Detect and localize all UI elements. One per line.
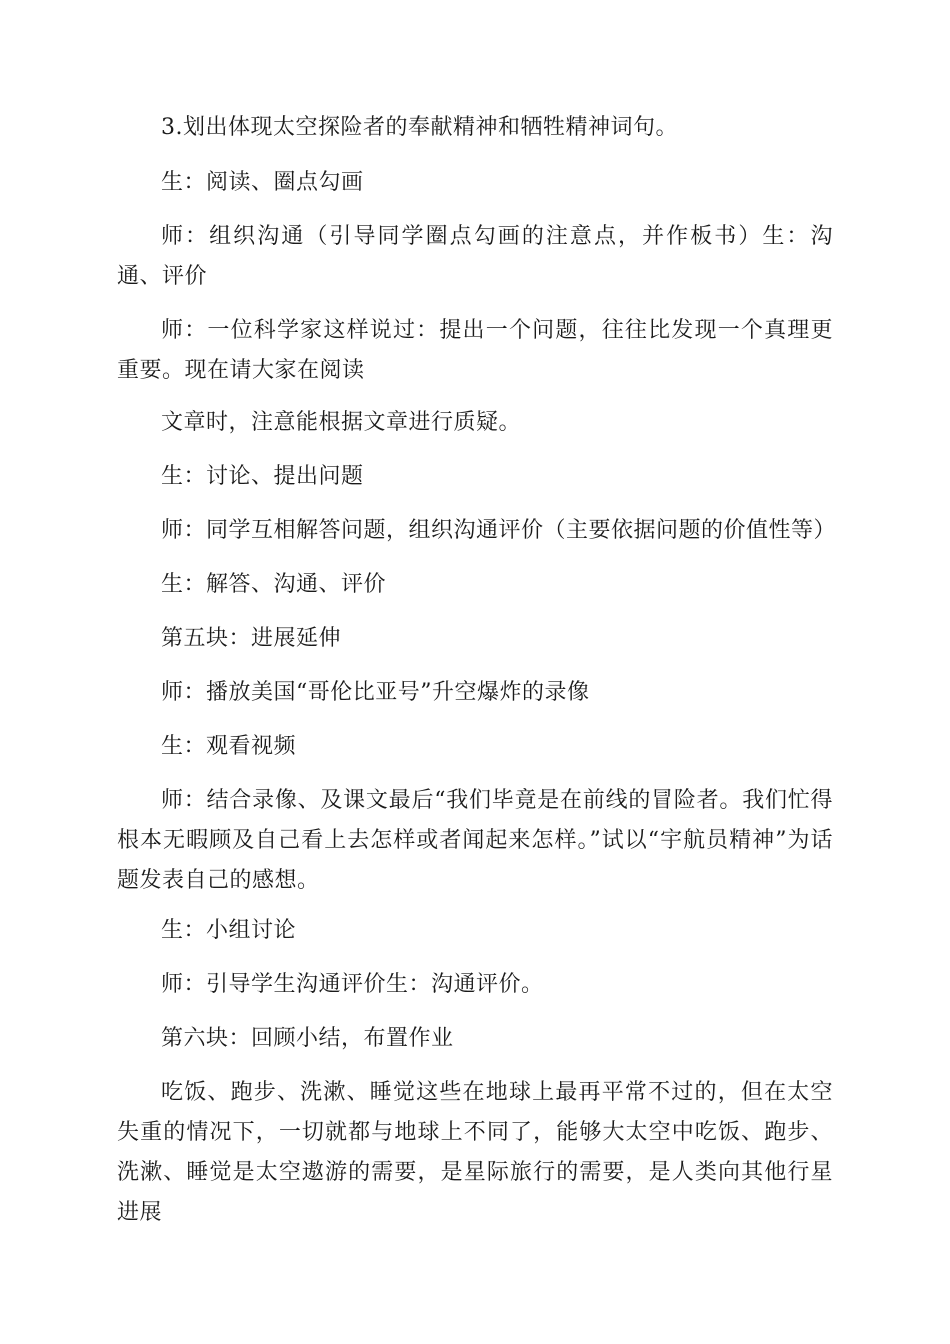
paragraph-teacher-organize: 师：组织沟通（引导同学圈点勾画的注意点，并作板书）生：沟通、评价: [117, 224, 833, 289]
paragraph-student-watch: 生：观看视频: [161, 734, 297, 759]
paragraph-teacher-scientist: 师：一位科学家这样说过：提出一个问题，往往比发现一个真理更重要。现在请大家在阅读: [117, 318, 833, 383]
paragraph-question-text: 文章时，注意能根据文章进行质疑。: [161, 410, 522, 435]
paragraph-student-discuss: 生：讨论、提出问题: [161, 464, 364, 489]
section-six-heading: 第六块：回顾小结，布置作业: [161, 1026, 454, 1051]
paragraph-teacher-answer: 师：同学互相解答问题，组织沟通评价（主要依据问题的价值性等）: [161, 518, 837, 543]
paragraph-task-3: 3.划出体现太空探险者的奉献精神和牺牲精神词句。: [161, 115, 678, 140]
paragraph-student-group: 生：小组讨论: [161, 918, 297, 943]
paragraph-student-answer: 生：解答、沟通、评价: [161, 572, 387, 597]
paragraph-teacher-guide: 师：引导学生沟通评价生：沟通评价。: [161, 972, 544, 997]
paragraph-teacher-reflection: 师：结合录像、及课文最后“我们毕竟是在前线的冒险者。我们忙得根本无暇顾及自己看上去怎样或者闻起来怎样。”试以“宇航员精神”为话题发表自己的感想。: [117, 788, 833, 893]
section-five-heading: 第五块：进展延伸: [161, 626, 342, 651]
paragraph-summary: 吃饭、跑步、洗漱、睡觉这些在地球上最再平常不过的，但在太空失重的情况下，一切就都与地球上不同了，能够大太空中吃饭、跑步、洗漱、睡觉是太空遨游的需要，是星际旅行的需要，是人类向其他行星进展: [117, 1080, 833, 1225]
paragraph-teacher-video: 师：播放美国“哥伦比亚号”升空爆炸的录像: [161, 680, 590, 705]
paragraph-student-read: 生：阅读、圈点勾画: [161, 170, 364, 195]
